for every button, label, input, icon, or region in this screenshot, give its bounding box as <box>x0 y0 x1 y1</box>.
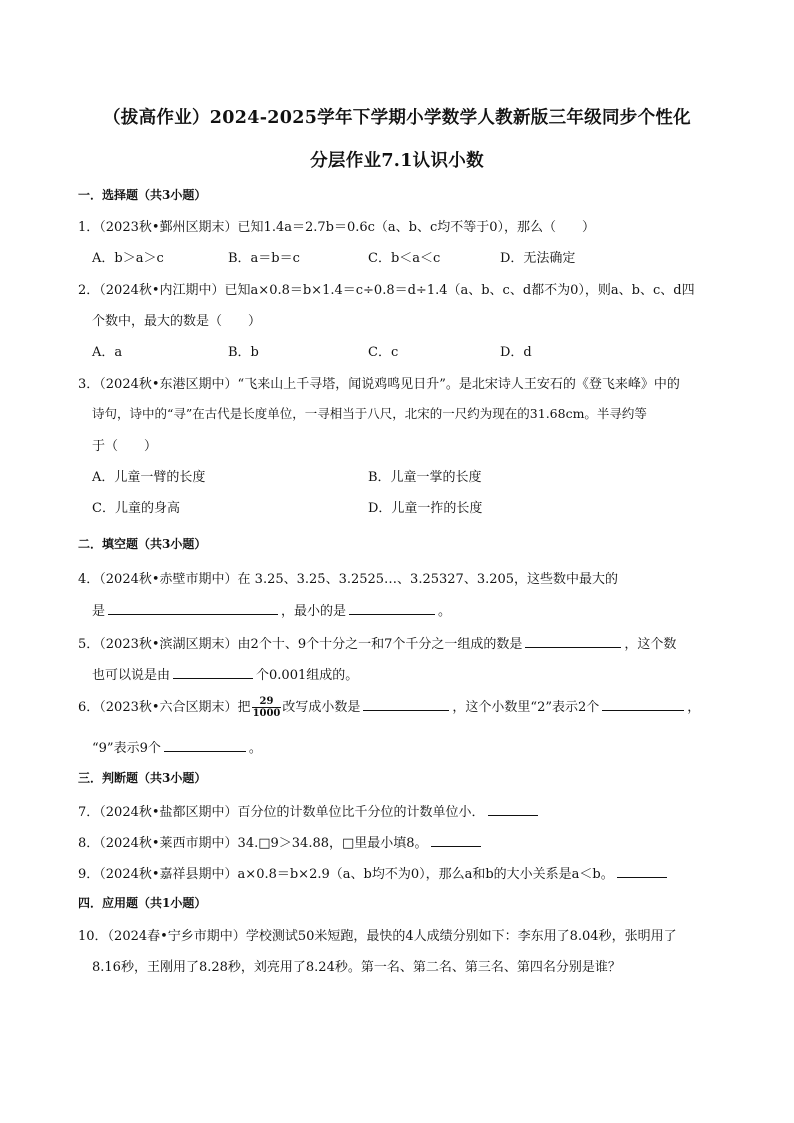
question-text: 34.□9＞34.88，□里最小填8。 <box>237 836 428 851</box>
question-2 <box>78 279 695 298</box>
question-3 <box>78 373 680 392</box>
question-text: 在 3.25、3.25̇、3.2525…、3.25327、3.205，这些数中最大的 <box>237 572 619 587</box>
q5-text: 个0.001组成的。 <box>256 668 359 683</box>
q5-answer-blank-count[interactable] <box>173 666 253 679</box>
section-heading-judge: 三．判断题（共3小题） <box>78 771 207 785</box>
section-heading-application: 四．应用题（共1小题） <box>78 896 207 910</box>
question-3-cont-2: 于（ ） <box>92 439 158 454</box>
q6-answer-blank-decimal[interactable] <box>363 698 449 711</box>
question-text: 已知a×0.8＝b×1.4＝c÷0.8＝d÷1.4（a、b、c、d都不为0），则a、b、c、d四 <box>224 283 695 298</box>
title-line-2: 分层作业7.1认识小数 <box>310 151 484 171</box>
q1-option-d: D．无法确定 <box>500 251 576 266</box>
question-source: （2023秋•鄞州区期末） <box>99 220 238 235</box>
title-line-1: （拔高作业）2024-2025学年下学期小学数学人教新版三年级同步个性化 <box>103 108 691 128</box>
q9-answer-blank[interactable] <box>617 865 667 878</box>
question-source: （2024秋•盐都区期中） <box>99 805 238 820</box>
question-6 <box>78 696 700 719</box>
fraction <box>252 696 282 719</box>
question-4-cont <box>92 600 451 619</box>
q4-text: 是 <box>92 604 106 619</box>
question-number: 6． <box>78 700 100 715</box>
q4-text: ，最小的是 <box>281 604 347 619</box>
question-source: （2024春•宁乡市期中） <box>107 929 246 944</box>
question-5-cont <box>92 664 358 683</box>
q2-option-b: B．b <box>228 345 259 360</box>
question-8 <box>78 832 484 851</box>
q3-option-d: D．儿童一拃的长度 <box>368 501 483 516</box>
q2-option-a: A．a <box>92 345 123 360</box>
q4-text: 。 <box>438 604 452 619</box>
question-text: 已知1.4a＝2.7b＝0.6c（a、b、c均不等于0），那么（ ） <box>237 220 596 235</box>
question-3-cont: 诗句，诗中的“寻”在古代是长度单位，一寻相当于八尺，北宋的一尺约为现在的31.68cm。半寻约等 <box>92 406 647 421</box>
question-number: 3． <box>78 377 100 392</box>
q6-answer-blank-unit-9[interactable] <box>164 739 246 752</box>
question-text: 百分位的计数单位比千分位的计数单位小． <box>237 805 485 820</box>
question-source: （2023秋•六合区期末） <box>99 700 238 715</box>
question-2-cont: 个数中，最大的数是（ ） <box>92 314 262 329</box>
question-number: 8． <box>78 836 100 851</box>
q4-answer-blank-min[interactable] <box>349 602 435 615</box>
q2-option-d: D．d <box>500 345 532 360</box>
question-number: 9． <box>78 867 100 882</box>
q6-answer-blank-unit-2[interactable] <box>602 698 684 711</box>
q6-text: 改写成小数是 <box>282 700 361 715</box>
question-9 <box>78 863 670 882</box>
q2-option-c: C．c <box>368 345 399 360</box>
q6-text: ， <box>687 700 701 715</box>
q3-option-c: C．儿童的身高 <box>92 501 180 516</box>
q7-answer-blank[interactable] <box>488 803 538 816</box>
question-number: 5． <box>78 637 100 652</box>
question-number: 1． <box>78 220 100 235</box>
q5-text: ，这个数 <box>624 637 677 652</box>
section-heading-fill: 二．填空题（共3小题） <box>78 537 207 551</box>
section-heading-choice: 一．选择题（共3小题） <box>78 188 207 202</box>
q6-text: 把 <box>237 700 251 715</box>
q5-answer-blank-number[interactable] <box>525 635 621 648</box>
question-1 <box>78 216 595 235</box>
question-source: （2024秋•内江期中） <box>99 283 225 298</box>
question-4 <box>78 568 618 587</box>
question-source: （2024秋•东港区期中） <box>99 377 238 392</box>
question-number: 4． <box>78 572 100 587</box>
q5-text: 也可以说是由 <box>92 668 171 683</box>
q4-answer-blank-max[interactable] <box>108 602 278 615</box>
question-5 <box>78 633 676 652</box>
question-number: 10． <box>78 929 108 944</box>
q8-answer-blank[interactable] <box>431 834 481 847</box>
question-number: 7． <box>78 805 100 820</box>
q1-option-b: B．a＝b＝c <box>228 251 300 266</box>
q6-text: ，这个小数里“2”表示2个 <box>452 700 600 715</box>
question-7 <box>78 801 541 820</box>
fraction-denominator: 1000 <box>252 708 281 719</box>
question-text: 学校测试50米短跑，最快的4人成绩分别如下：李东用了8.04秒，张明用了 <box>245 929 677 944</box>
question-source: （2024秋•赤壁市期中） <box>99 572 238 587</box>
q1-option-a: A．b＞a＞c <box>92 251 164 266</box>
question-source: （2024秋•莱西市期中） <box>99 836 238 851</box>
question-number: 2． <box>78 283 100 298</box>
question-source: （2023秋•滨湖区期末） <box>99 637 238 652</box>
question-text: 由2个十、9个十分之一和7个千分之一组成的数是 <box>237 637 523 652</box>
question-text: a×0.8＝b×2.9（a、b均不为0），那么a和b的大小关系是a＜b。 <box>237 867 614 882</box>
q3-option-b: B．儿童一掌的长度 <box>368 470 482 485</box>
q6-text: 。 <box>248 741 262 756</box>
question-10 <box>78 925 677 944</box>
question-text: “飞来山上千寻塔，闻说鸡鸣见日升”。是北宋诗人王安石的《登飞来峰》中的 <box>237 377 680 392</box>
fraction-numerator: 29 <box>252 696 282 708</box>
q3-option-a: A．儿童一臂的长度 <box>92 470 206 485</box>
question-10-cont: 8.16秒，王刚用了8.28秒，刘亮用了8.24秒。第一名、第二名、第三名、第四名分别是谁？ <box>92 960 621 975</box>
question-6-cont <box>92 737 262 756</box>
q1-option-c: C．b＜a＜c <box>368 251 441 266</box>
question-source: （2024秋•嘉祥县期中） <box>99 867 238 882</box>
q6-text: “9”表示9个 <box>92 741 161 756</box>
